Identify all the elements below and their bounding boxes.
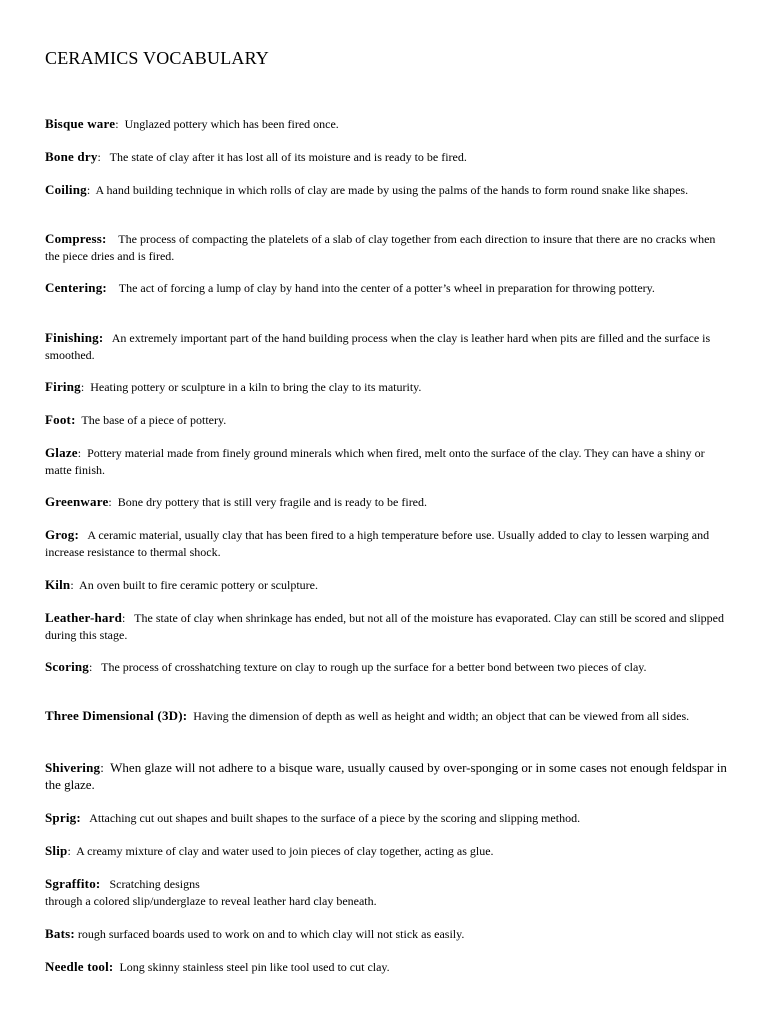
vocab-definition: An oven built to fire ceramic pottery or sculpture. <box>79 578 318 592</box>
vocab-term: Bats: <box>45 926 75 941</box>
vocab-term: Finishing: <box>45 330 104 345</box>
vocab-definition: rough surfaced boards used to work on and to which clay will not stick as easily. <box>77 927 465 941</box>
vocab-definition: A hand building technique in which rolls of clay are made by using the palms of the hands to form round snake like shapes. <box>95 183 689 197</box>
vocab-definition: Unglazed pottery which has been fired once. <box>124 117 339 131</box>
vocab-entry-kiln <box>45 577 727 594</box>
vocab-term: Needle tool: <box>45 959 114 974</box>
vocab-definition: Scratching designs <box>109 877 200 891</box>
vocab-entry-bisque-ware <box>45 116 727 133</box>
vocab-entry-bats <box>45 926 727 943</box>
vocab-definition: An extremely important part of the hand building process when the clay is leather hard when pits are filled and the surface is smoothed. <box>45 331 711 362</box>
vocab-term: Bisque ware <box>45 116 116 131</box>
term-separator: : <box>89 660 102 674</box>
vocab-definition: Attaching cut out shapes and built shapes to the surface of a piece by the scoring and slipping method. <box>89 811 581 825</box>
vocab-term: Sprig: <box>45 810 81 825</box>
vocab-entry-centering <box>45 280 727 297</box>
vocab-entry-scoring <box>45 659 727 676</box>
page-title: CERAMICS VOCABULARY <box>45 48 270 68</box>
term-separator: : <box>86 183 96 197</box>
vocab-definition: When glaze will not adhere to a bisque ware, usually caused by over-sponging or in some cases not enough feldspar in the glaze. <box>45 760 727 792</box>
vocab-definition: Long skinny stainless steel pin like tool used to cut clay. <box>119 960 390 974</box>
vocab-definition: The act of forcing a lump of clay by hand into the center of a potter’s wheel in preparation for throwing pottery. <box>118 281 655 295</box>
term-separator: : <box>108 495 118 509</box>
vocab-definition: The state of clay after it has lost all of its moisture and is ready to be fired. <box>109 150 467 164</box>
vocab-definition: The process of crosshatching texture on clay to rough up the surface for a better bond between two pieces of clay. <box>101 660 647 674</box>
term-separator: : <box>122 611 135 625</box>
vocab-entry-three-dimensional <box>45 708 727 725</box>
vocab-term: Firing <box>45 379 81 394</box>
vocab-definition: Heating pottery or sculpture in a kiln to bring the clay to its maturity. <box>90 380 422 394</box>
term-separator: : <box>100 760 111 775</box>
vocab-definition: The base of a piece of pottery. <box>81 413 227 427</box>
vocab-term: Compress: <box>45 231 107 246</box>
term-separator <box>107 232 119 246</box>
vocab-term: Shivering <box>45 760 101 775</box>
vocab-term: Bone dry <box>45 149 98 164</box>
vocab-term: Three Dimensional (3D): <box>45 708 188 723</box>
term-separator: : <box>67 844 77 858</box>
vocab-entry-compress <box>45 231 727 264</box>
vocab-definition: The process of compacting the platelets of a slab of clay together from each direction to insure that there are no cracks when the piece dries and is fired. <box>45 232 716 263</box>
vocab-term: Leather-hard <box>45 610 123 625</box>
vocab-term: Centering: <box>45 280 107 295</box>
vocab-entry-sprig <box>45 810 727 827</box>
term-separator <box>107 281 119 295</box>
vocab-definition: A ceramic material, usually clay that has been fired to a high temperature before use. Usually added to clay to lessen warping and increase resistance to thermal shock. <box>45 528 710 559</box>
vocab-entry-coiling <box>45 182 727 199</box>
vocab-entry-foot <box>45 412 727 429</box>
vocab-term: Kiln <box>45 577 71 592</box>
vocab-entry-glaze <box>45 445 727 478</box>
term-separator <box>81 811 89 825</box>
vocab-entry-finishing <box>45 330 727 363</box>
term-separator <box>103 331 111 345</box>
vocab-entry-grog <box>45 527 727 560</box>
vocab-definition: Bone dry pottery that is still very fragile and is ready to be fired. <box>117 495 428 509</box>
vocab-definition: Having the dimension of depth as well as height and width; an object that can be viewed from all sides. <box>193 709 690 723</box>
term-separator: : <box>77 446 88 460</box>
vocab-term: Slip <box>45 843 68 858</box>
term-separator: : <box>97 150 110 164</box>
vocab-term: Greenware <box>45 494 109 509</box>
vocab-definition: Pottery material made from finely ground minerals which when fired, melt onto the surface of the clay. They can have a shiny or matte finish. <box>45 446 705 477</box>
vocab-entry-leather-hard <box>45 610 727 643</box>
vocab-term: Glaze <box>45 445 78 460</box>
vocab-definition-continued: through a colored slip/underglaze to reveal leather hard clay beneath. <box>45 893 377 908</box>
vocab-entry-needle-tool <box>45 959 727 976</box>
vocab-entry-bone-dry <box>45 149 727 166</box>
vocab-entry-sgraffito <box>45 876 727 909</box>
term-separator: : <box>80 380 91 394</box>
vocab-term: Grog: <box>45 527 79 542</box>
vocab-entry-slip <box>45 843 727 860</box>
term-separator: : <box>70 578 80 592</box>
vocab-term: Sgraffito: <box>45 876 101 891</box>
vocab-term: Coiling <box>45 182 87 197</box>
vocab-definition: A creamy mixture of clay and water used to join pieces of clay together, acting as glue. <box>76 844 494 858</box>
vocab-term: Scoring <box>45 659 90 674</box>
vocab-entry-firing <box>45 379 727 396</box>
vocab-entry-greenware <box>45 494 727 511</box>
term-separator: : <box>115 117 125 131</box>
vocab-term: Foot: <box>45 412 76 427</box>
vocab-definition: The state of clay when shrinkage has ended, but not all of the moisture has evaporated. Clay can still be scored and slipped during this stage. <box>45 611 724 642</box>
vocab-entry-shivering <box>45 759 727 793</box>
